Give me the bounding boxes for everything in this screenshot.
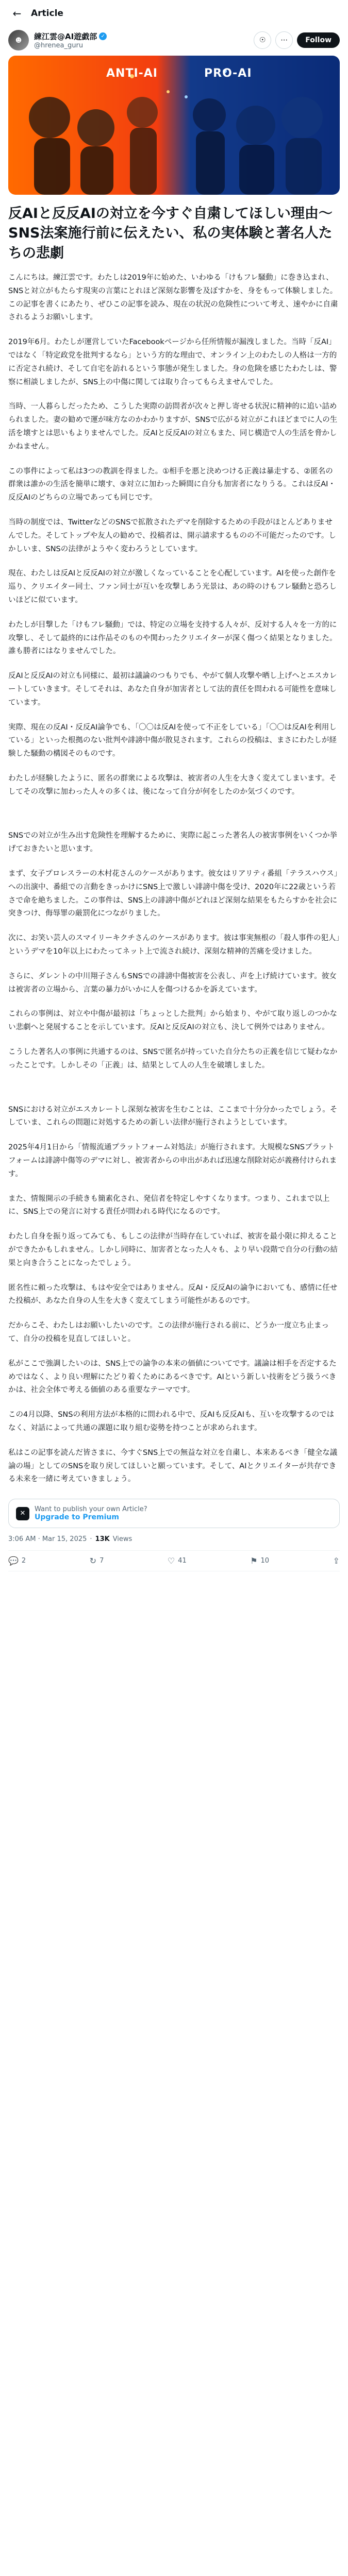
paragraph: 2025年4月1日から「情報流通プラットフォーム対処法」が施行されます。大規模なSNSプラットフォームは誹謗中傷等のデマに対し、被害者からの申出があれば迅速な削除対応が義務付けられます。 xyxy=(8,1143,337,1178)
back-arrow-icon[interactable]: ← xyxy=(12,7,22,20)
heart-icon: ♡ xyxy=(167,1556,175,1566)
paragraph: 2019年6月。わたしが運営していたFacebookページから任所情報が漏洩しました。当時「反AI」ではなく「特定政党を批判するなら」という方的な理由で、オンライン上のわたしの人格は一方的に否定され続け、そして自宅を訪れるという事態が発生しました。身の危険を感じたわたしは、警察に相談しましたが、SNS上の中傷に関しては取り合ってもらえませんでした。 xyxy=(8,338,337,386)
follow-button[interactable]: Follow xyxy=(297,32,340,48)
action-bar xyxy=(8,1550,340,1571)
x-logo-icon: ✕ xyxy=(16,1507,29,1520)
repost-button[interactable] xyxy=(90,1556,104,1566)
paragraph: SNSでの対立が生み出す危険性を理解するために、実際に起こった著名人の被害事例をいくつか挙げておきたいと思います。 xyxy=(8,832,337,854)
author-name[interactable]: 練江雲@AI遊戯部 xyxy=(34,32,97,41)
paragraph: こうした著名人の事例に共通するのは、SNSで匿名が持っていた自分たちの正義を信じて疑わなかったことです。しかしその「正義」は、結果として人の人生を破壊しました。 xyxy=(8,1048,338,1070)
hero-image[interactable] xyxy=(8,56,340,195)
post-meta xyxy=(8,1535,340,1543)
author-info xyxy=(34,31,254,49)
paragraph: まず、女子プロレスラーの木村花さんのケースがあります。彼女はリアリティ番組「テラスハウス」への出演中、番組での言動をきっかけにSNS上で激しい誹謗中傷を受け、2020年に22歳という若さで命を絶ちました。この事件は、SNS上の誹謗中傷がどれほど深刻な結果をもたらすかを社会に突きつけ、侮辱罪の厳罰化につながりました。 xyxy=(8,870,338,918)
paragraph: 現在、わたしは反AIと反反AIの対立が激しくなっていることを心配しています。AIを使った創作を巡り、クリエイター同士、ファン同士が互いを攻撃しあう光景は、あの時のけもフレ騒動と恐ろしいほどに似ています。 xyxy=(8,569,337,604)
bookmark-button[interactable] xyxy=(250,1556,269,1566)
paragraph: わたし自身を振り返ってみても、もしこの法律が当時存在していれば、被害を最小限に抑えることができたかもしれません。しかし同時に、加害者となった人々も、より早い段階で自分の行動の結果と向き合うことになったでしょう。 xyxy=(8,1232,338,1267)
views-label: Views xyxy=(112,1535,132,1544)
paragraph: 私がここで強調したいのは、SNS上での論争の本来の価値についてです。議論は相手を否定するためではなく、より良い理解にたどり着くためにあるべきです。AIという新しい技術をどう扱うべきかは、社会全体で考える価値のある重要なテーマです。 xyxy=(8,1359,337,1395)
bookmark-count: 10 xyxy=(260,1557,270,1565)
paragraph: 実際、現在の反AI・反反AI論争でも、「〇〇は反AIを使って不正をしている」「〇〇は反AIを利用している」といった根拠のない批判や誹謗中傷が散見されます。これらの投稿は、まさにわたしが経験した騒動の構図そのものです。 xyxy=(8,723,337,758)
reply-count: 2 xyxy=(21,1557,26,1565)
paragraph: 当時の制度では、TwitterなどのSNSで拡散されたデマを削除するための手段がほとんどありませんでした。そしてトップや友人の勧めで、投稿者は、開示請求するものの不可能だったのです。しかしいま、SNSの法律がようやく変わろうとしています。 xyxy=(8,518,336,553)
share-button[interactable] xyxy=(333,1556,340,1566)
reply-button[interactable] xyxy=(8,1556,26,1566)
views-count: 13K xyxy=(95,1535,110,1544)
paragraph: また、情報開示の手続きも簡素化され、発信者を特定しやすくなります。つまり、これまで以上に、SNS上での発言に対する責任が問われる時代になるのです。 xyxy=(8,1194,330,1216)
paragraph: 次に、お笑い芸人のスマイリーキクチさんのケースがあります。彼は事実無根の「殺人事件の犯人」というデマを10年以上にわたってネット上で流され続け、深刻な精神的苦痛を受けました。 xyxy=(8,934,340,956)
author-handle[interactable]: @hrenea_guru xyxy=(34,42,84,49)
hero-label-right: PRO-AI xyxy=(204,67,252,80)
repost-icon: ↻ xyxy=(89,1556,97,1566)
paragraph: 匿名性に頼った攻撃は、もはや安全ではありません。反AI・反反AIの論争においても、感情に任せた投稿が、あなた自身の人生を大きく変えてしまう可能性があるのです。 xyxy=(8,1283,338,1306)
verified-icon: ✓ xyxy=(99,32,107,40)
top-bar xyxy=(0,0,348,27)
paragraph: 反AIと反反AIの対立も同様に、最初は議論のつもりでも、やがて個人攻撃や晒し上げへとエスカレートしていきます。そしてそれは、あなた自身が加害者として法的責任を問われる可能性を意味しています。 xyxy=(8,672,337,707)
upgrade-text xyxy=(35,1505,147,1521)
paragraph: わたしが経験したように、匿名の群衆による攻撃は、被害者の人生を大きく変えてしまいます。そしてその攻撃に加わった人々の多くは、後になって自分が何をしたのか気づくのです。 xyxy=(8,774,337,796)
article-title: 反AIと反反AIの対立を今すぐ自粛してほしい理由〜SNS法案施行前に伝えたい、私の実体験と著名人たちの悲劇 xyxy=(8,206,333,261)
more-icon[interactable]: ⋯ xyxy=(275,31,293,49)
hero-label-left: ANTI-AI xyxy=(106,67,158,80)
reply-icon: 💬 xyxy=(8,1556,19,1566)
paragraph: こんにちは。練江雲です。わたしは2019年に始めた、いわゆる「けもフレ騒動」に巻き込まれ、SNSと対立がもたらす現実の言葉にとれほど深刻な影響を及ぼすかを、身をもって体験しました。この記事を書くにあたり、ぜひこの記事を読み、現在の状況の危険性について考え、速やかに自粛されるようお願いします。 xyxy=(8,273,338,322)
paragraph: この4月以降、SNSの利用方法が本格的に問われる中で、反AIも反反AIも、互いを攻撃するのではなく、対話によって共通の課題に取り組む姿勢を持つことが求められます。 xyxy=(8,1411,335,1432)
paragraph: これらの事例は、対立や中傷が最初は「ちょっとした批判」から始まり、やがて取り返しのつかない悲劇へと発展することを示しています。反AIと反反AIの対立も、決して例外ではありません。 xyxy=(8,1010,337,1032)
repost-count: 7 xyxy=(100,1557,104,1565)
grok-icon[interactable]: ☉ xyxy=(254,31,271,49)
author-row xyxy=(0,27,348,56)
paragraph: 私はこの記事を読んだ皆さまに、今すぐSNS上での無益な対立を自粛し、本来あるべき「健全な議論の場」としてのSNSを取り戻してほしいと願っています。そして、AIとクリエイターが共存できる未来を一緒に考えていきましょう。 xyxy=(8,1448,338,1484)
paragraph: この事件によって私は3つの教訓を得ました。①相手を悪と決めつける正義は暴走する、②匿名の群衆は誰かの生活を簡単に壊す、③対立に加わった瞬間に自分も加害者になりうる。これは反AI・反反AIのどちらの立場であっても同じです。 xyxy=(8,467,336,502)
like-count: 41 xyxy=(178,1557,187,1565)
paragraph: わたしが目撃した「けもフレ騒動」では、特定の立場を支持する人々が、反対する人々を一方的に攻撃し、そして最終的には作品そのものや関わったクリエイターが深く傷つく結果となりました。誰も勝者にはなりませんでした。 xyxy=(8,620,337,656)
bookmark-icon: ⚑ xyxy=(250,1556,258,1566)
like-button[interactable] xyxy=(168,1556,187,1566)
paragraph: だからこそ、わたしはお願いしたいのです。この法律が施行される前に、どうか一度立ち止まって、自分の投稿を見直してほしいと。 xyxy=(8,1321,329,1343)
paragraph: 当時、一人暮らしだったため、こうした実際の訪問者が次々と押し寄せる状況に精神的に追い詰められました。妻の勧めで運が味方なのかわかりますが、SNSで広がる対立がこれほどまでに人の生活を壊すとは思いもよりませんでした。反AIと反反AIの対立もまた、同じ構造で人の生活を脅かしかねません。 xyxy=(8,402,338,451)
paragraph: さらに、ダレントの中川翔子さんもSNSでの誹謗中傷被害を公表し、声を上げ続けています。彼女は被害者の立場から、言葉の暴力がいかに人を傷つけるかを訴えています。 xyxy=(8,972,337,994)
page-title: Article xyxy=(31,8,63,19)
meta-separator: · xyxy=(90,1535,92,1544)
upgrade-link[interactable]: Upgrade to Premium xyxy=(35,1513,119,1522)
avatar[interactable]: ☻ xyxy=(8,30,29,50)
upgrade-title: Want to publish your own Article? xyxy=(35,1505,147,1514)
article-body xyxy=(0,272,348,1486)
share-icon: ⇪ xyxy=(333,1556,340,1566)
post-timestamp[interactable]: 3:06 AM · Mar 15, 2025 xyxy=(8,1535,87,1544)
paragraph: SNSにおける対立がエスカレートし深刻な被害を生むことは、ここまで十分分かったでしょう。そしていま、これらの問題に対処するための新しい法律が施行されようとしています。 xyxy=(8,1105,338,1127)
hero-illustration xyxy=(8,56,340,195)
author-name-row[interactable] xyxy=(34,31,254,42)
upgrade-card[interactable] xyxy=(8,1499,340,1528)
